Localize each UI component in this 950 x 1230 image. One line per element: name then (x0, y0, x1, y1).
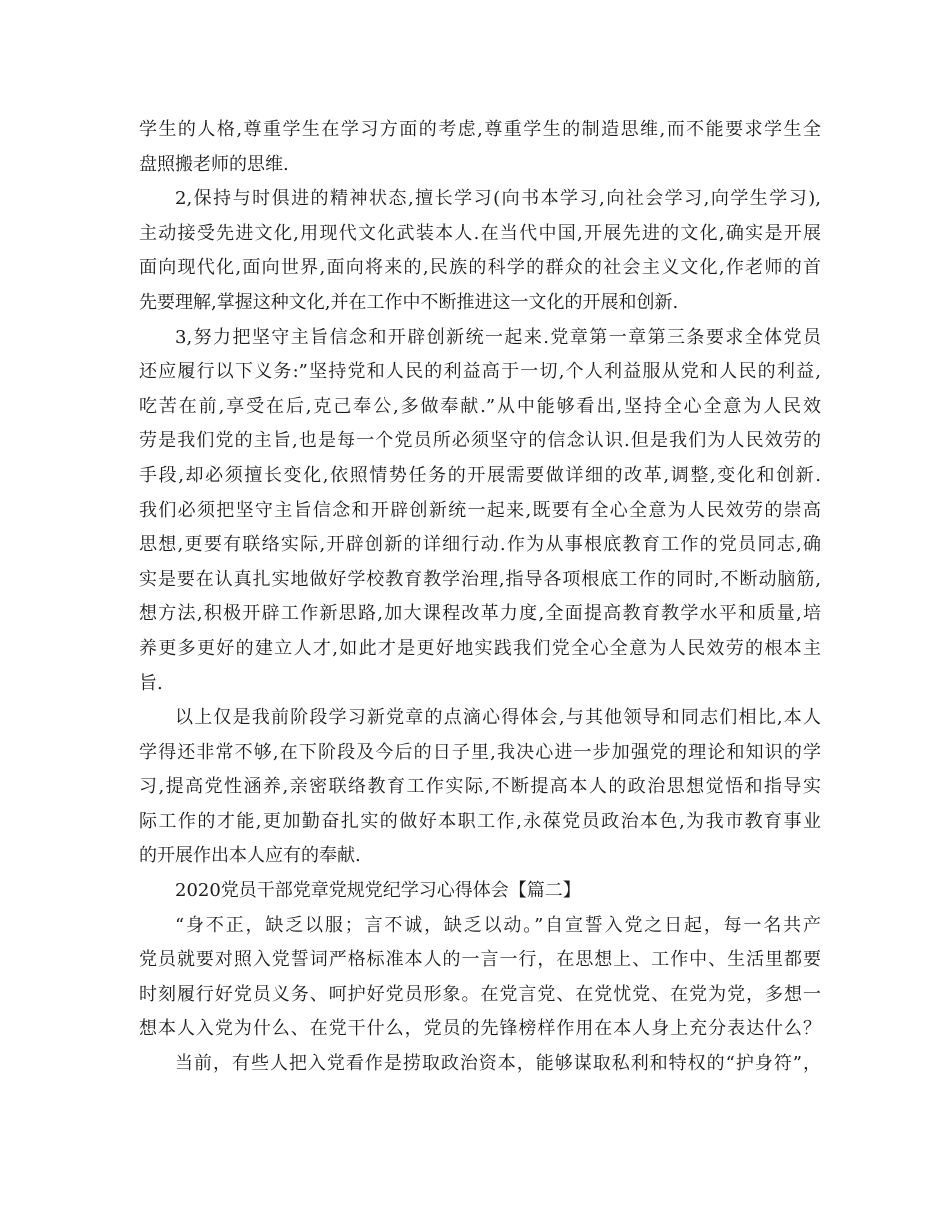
text-line: 盘照搬老师的思维. (139, 153, 289, 175)
text-line: 吃苦在前,享受在后,克己奉公,多做奉献.”从中能够看出,坚持全心全意为人民效 (139, 395, 821, 417)
text-line: 先要理解,掌握这种文化,并在工作中不断推进这一文化的开展和创新. (139, 291, 679, 313)
text-line: 面向现代化,面向世界,面向将来的,民族的科学的群众的社会主义文化,作老师的首 (139, 257, 821, 279)
text-line: 想方法,积极开辟工作新思路,加大课程改革力度,全面提高教育教学水平和质量,培 (139, 603, 821, 625)
text-line: 养更多更好的建立人才,如此才是更好地实践我们党全心全意为人民效劳的根本主 (139, 637, 821, 659)
text-line: 主动接受先进文化,用现代文化武装本人.在当代中国,开展先进的文化,确实是开展 (139, 222, 821, 244)
text-line: 的开展作出本人应有的奉献. (139, 845, 361, 867)
text-line: 实是要在认真扎实地做好学校教育教学治理,指导各项根底工作的同时,不断动脑筋, (139, 568, 821, 590)
text-line: 习,提高党性涵养,亲密联络教育工作实际,不断提高本人的政治思想觉悟和指导实 (139, 776, 821, 798)
text-line: 时刻履行好党员义务、呵护好党员形象。在党言党、在党忧党、在党为党，多想一 (139, 983, 821, 1005)
text-line: “身不正，缺乏以服；言不诚，缺乏以动。”自宣誓入党之日起，每一名共产 (175, 914, 821, 936)
text-line: 旨. (139, 672, 163, 694)
text-line: 党员就要对照入党誓词严格标准本人的一言一行，在思想上、工作中、生活里都要 (139, 949, 821, 971)
text-line: 2020党员干部党章党规党纪学习心得体会【篇二】 (175, 880, 581, 902)
text-line: 当前，有些人把入党看作是捞取政治资本，能够谋取私利和特权的“护身符”， (175, 1053, 821, 1075)
text-line: 学生的人格,尊重学生在学习方面的考虑,尊重学生的制造思维,而不能要求学生全 (139, 119, 821, 140)
text-line: 3,努力把坚守主旨信念和开辟创新统一起来.党章第一章第三条要求全体党员 (175, 326, 821, 348)
text-line: 劳是我们党的主旨,也是每一个党员所必须坚守的信念认识.但是我们为人民效劳的 (139, 430, 821, 452)
text-line: 想本人入党为什么、在党干什么，党员的先锋榜样作用在本人身上充分表达什么？ (139, 1018, 821, 1040)
text-line: 以上仅是我前阶段学习新党章的点滴心得体会,与其他领导和同志们相比,本人 (175, 707, 821, 729)
text-line: 学得还非常不够,在下阶段及今后的日子里,我决心进一步加强党的理论和知识的学 (139, 741, 821, 763)
text-line: 际工作的才能,更加勤奋扎实的做好本职工作,永葆党员政治本色,为我市教育事业 (139, 810, 821, 832)
document-body (139, 113, 821, 1082)
text-line: 我们必须把坚守主旨信念和开辟创新统一起来,既要有全心全意为人民效劳的崇高 (139, 499, 821, 521)
text-line: 还应履行以下义务:”坚持党和人民的利益高于一切,个人利益服从党和人民的利益, (139, 361, 821, 383)
text-line: 手段,却必须擅长变化,依照情势任务的开展需要做详细的改革,调整,变化和创新. (139, 464, 821, 486)
text-line: 思想,更要有联络实际,开辟创新的详细行动.作为从事根底教育工作的党员同志,确 (139, 534, 821, 556)
text-line: 2,保持与时俱进的精神状态,擅长学习(向书本学习,向社会学习,向学生学习), (175, 188, 821, 210)
